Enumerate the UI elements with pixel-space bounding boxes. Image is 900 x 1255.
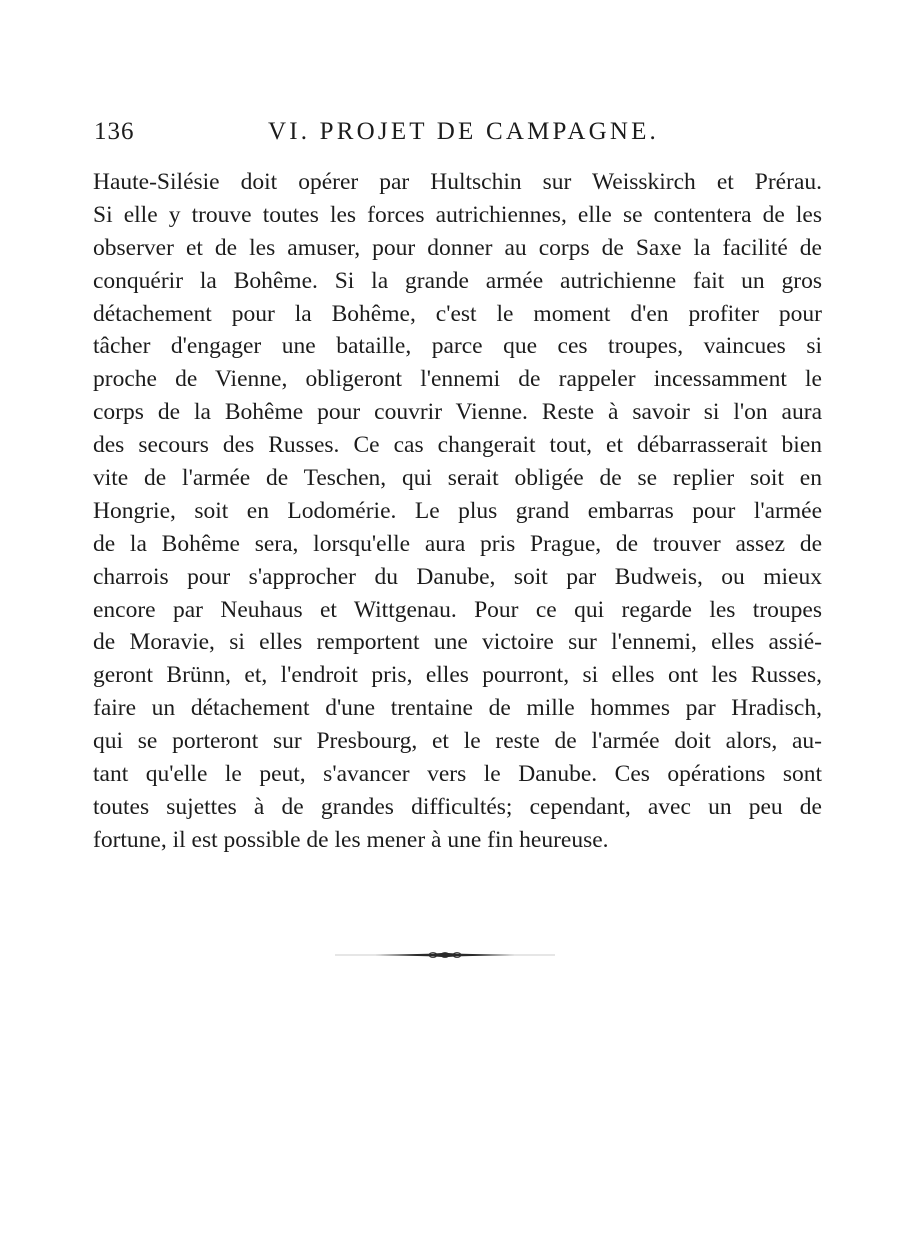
- text-line: qui se porteront sur Presbourg, et le reste de l'armée doit alors, au-: [93, 728, 822, 755]
- chapter-title: VI. PROJET DE CAMPAGNE.: [268, 118, 660, 145]
- text-line: des secours des Russes. Ce cas changerait tout, et débarrasserait bien: [93, 432, 822, 459]
- text-line: faire un détachement d'une trentaine de mille hommes par Hradisch,: [93, 695, 822, 722]
- running-head: [92, 118, 818, 152]
- text-line: observer et de les amuser, pour donner au corps de Saxe la facilité de: [93, 234, 822, 261]
- text-line: Si elle y trouve toutes les forces autrichiennes, elle se contentera de les: [93, 201, 822, 228]
- text-line: de la Bohême sera, lorsqu'elle aura pris Prague, de trouver assez de: [93, 530, 822, 557]
- text-line: charrois pour s'approcher du Danube, soit par Budweis, ou mieux: [93, 563, 822, 590]
- text-line: encore par Neuhaus et Wittgenau. Pour ce qui regarde les troupes: [93, 596, 822, 623]
- text-line: Hongrie, soit en Lodomérie. Le plus grand embarras pour l'armée: [93, 497, 822, 524]
- text-line: de Moravie, si elles remportent une victoire sur l'ennemi, elles assié-: [93, 629, 822, 656]
- text-line: Haute-Silésie doit opérer par Hultschin sur Weisskirch et Prérau.: [93, 169, 822, 195]
- text-line: conquérir la Bohême. Si la grande armée autrichienne fait un gros: [93, 267, 822, 294]
- text-line: corps de la Bohême pour couvrir Vienne. Reste à savoir si l'on aura: [93, 399, 822, 426]
- text-line: détachement pour la Bohême, c'est le moment d'en profiter pour: [93, 300, 822, 327]
- text-line: vite de l'armée de Teschen, qui serait obligée de se replier soit en: [93, 465, 822, 492]
- ornament-divider-icon: [335, 948, 555, 962]
- text-line: toutes sujettes à de grandes difficultés; cependant, avec un peu de: [93, 793, 822, 820]
- text-line: proche de Vienne, obligeront l'ennemi de rappeler incessamment le: [93, 366, 822, 393]
- text-line: fortune, il est possible de les mener à une fin heureuse.: [93, 826, 609, 853]
- text-line: tant qu'elle le peut, s'avancer vers le Danube. Ces opérations sont: [93, 761, 822, 788]
- text-line: geront Brünn, et, l'endroit pris, elles pourront, si elles ont les Russes,: [93, 662, 822, 689]
- text-line: tâcher d'engager une bataille, parce que ces troupes, vaincues si: [93, 333, 822, 360]
- page-number: 136: [94, 118, 135, 145]
- body-text: [93, 166, 822, 857]
